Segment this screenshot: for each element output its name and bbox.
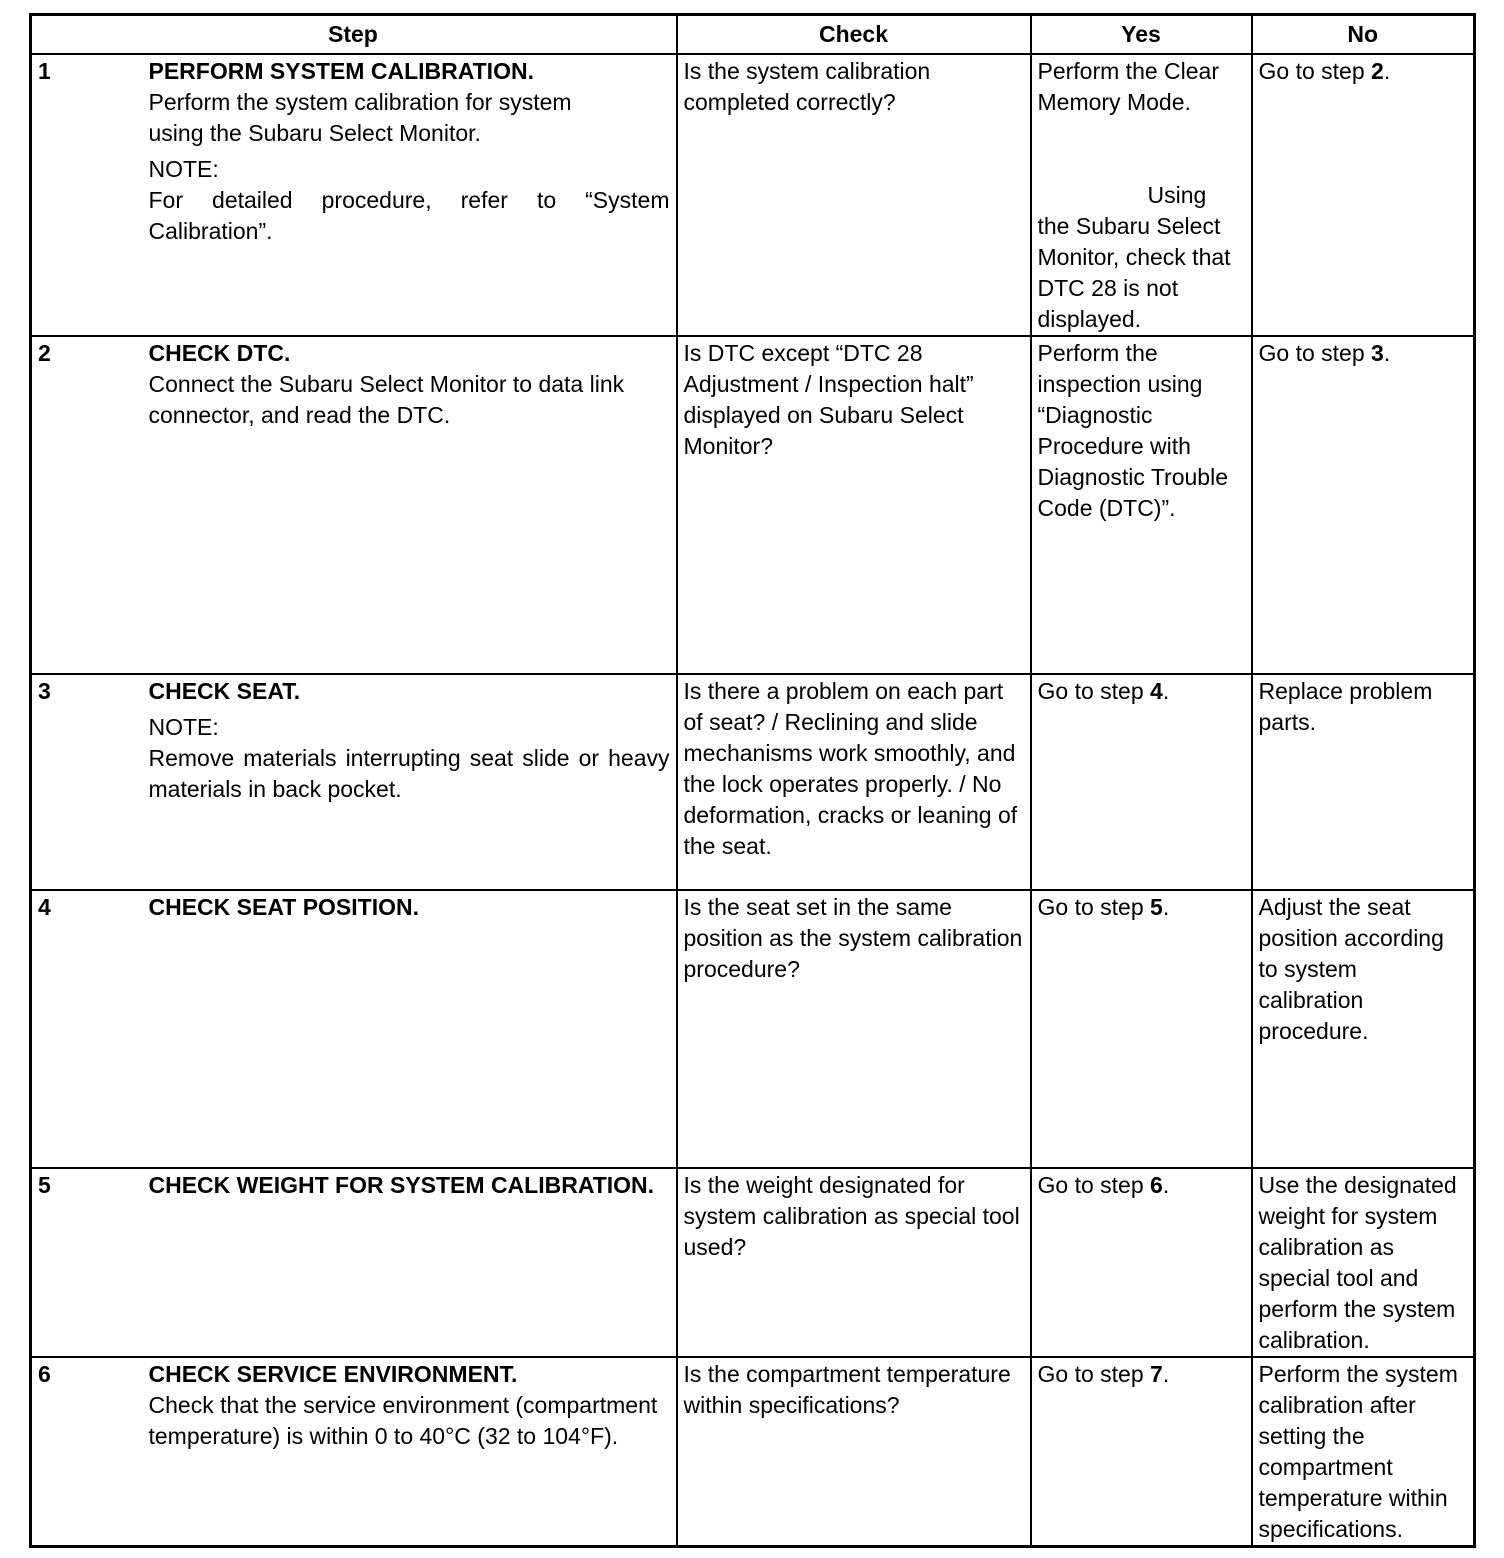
note-label: NOTE: (148, 714, 219, 740)
no-text: . (1383, 58, 1391, 84)
yes-cell (1031, 54, 1252, 336)
step-link: 5 (1150, 894, 1163, 920)
no-text: . (1383, 340, 1391, 366)
step-number: 3 (31, 674, 149, 890)
note-text: Remove materials interrupting seat slide or heavy materials in back pocket. (148, 745, 670, 802)
step-title: CHECK SERVICE ENVIRONMENT. (148, 1361, 518, 1387)
table-row (31, 674, 1475, 890)
step-cell (149, 674, 677, 890)
step-cell (149, 1357, 677, 1547)
no-cell: Adjust the seat position according to system calibration procedure. (1252, 890, 1475, 1168)
check-cell: Is the compartment temperature within specifications? (677, 1357, 1031, 1547)
no-text: Go to step (1258, 58, 1372, 84)
step-number: 2 (31, 336, 149, 674)
step-title: PERFORM SYSTEM CALIBRATION. (148, 58, 534, 84)
step-body-line: using the Subaru Select Monitor. (148, 120, 481, 146)
yes-text: Using (1147, 182, 1207, 208)
yes-text: Go to step (1037, 678, 1151, 704)
step-number: 5 (31, 1168, 149, 1357)
no-cell (1252, 336, 1475, 674)
step-cell (149, 336, 677, 674)
header-yes: Yes (1031, 15, 1252, 55)
check-cell: Is the weight designated for system calibration as special tool used? (677, 1168, 1031, 1357)
no-cell (1252, 54, 1475, 336)
note-label: NOTE: (148, 156, 219, 182)
yes-text: Go to step (1037, 894, 1151, 920)
step-number: 4 (31, 890, 149, 1168)
table-row (31, 1357, 1475, 1547)
yes-cell (1031, 674, 1252, 890)
step-link: 6 (1150, 1172, 1163, 1198)
step-cell (149, 54, 677, 336)
yes-text: Go to step (1037, 1172, 1151, 1198)
step-body-line: connector, and read the DTC. (148, 402, 451, 428)
step-title: CHECK SEAT. (148, 678, 301, 704)
yes-text: . (1162, 1361, 1170, 1387)
diagnostic-table (29, 13, 1476, 1548)
step-number: 1 (31, 54, 149, 336)
table-row (31, 54, 1475, 336)
header-step: Step (31, 15, 677, 55)
yes-cell (1031, 1357, 1252, 1547)
note-text: For detailed procedure, refer to “System Calibration”. (148, 187, 670, 244)
yes-text: the Subaru Select Monitor, check that DTC 28 is not displayed. (1037, 213, 1231, 332)
no-cell: Use the designated weight for system calibration as special tool and perform the system calibration. (1252, 1168, 1475, 1357)
yes-text: . (1162, 678, 1170, 704)
step-link: 2 (1371, 58, 1384, 84)
yes-cell: Perform the inspection using “Diagnostic Procedure with Diagnostic Trouble Code (DTC)”. (1031, 336, 1252, 674)
no-cell: Replace problem parts. (1252, 674, 1475, 890)
step-cell (149, 890, 677, 1168)
table-row (31, 336, 1475, 674)
yes-text: Go to step (1037, 1361, 1151, 1387)
step-body-line: Perform the system calibration for system (148, 89, 572, 115)
yes-text: Perform the Clear Memory Mode. (1037, 58, 1220, 115)
header-row (31, 15, 1475, 55)
step-title: CHECK WEIGHT FOR SYSTEM CALIBRATION. (148, 1172, 655, 1198)
step-body-line: Connect the Subaru Select Monitor to data link (148, 371, 625, 397)
table-row (31, 1168, 1475, 1357)
check-cell: Is the system calibration completed correctly? (677, 54, 1031, 336)
yes-text: . (1162, 894, 1170, 920)
step-title: CHECK SEAT POSITION. (148, 894, 419, 920)
step-link: 4 (1150, 678, 1163, 704)
check-cell: Is DTC except “DTC 28 Adjustment / Inspection halt” displayed on Subaru Select Monitor? (677, 336, 1031, 674)
step-body-line: Check that the service environment (compartment temperature) is within 0 to 40°C (32 to 104°F). (148, 1392, 658, 1449)
step-number: 6 (31, 1357, 149, 1547)
header-check: Check (677, 15, 1031, 55)
no-text: Go to step (1258, 340, 1372, 366)
step-link: 3 (1371, 340, 1384, 366)
yes-text: . (1162, 1172, 1170, 1198)
header-no: No (1252, 15, 1475, 55)
check-cell: Is there a problem on each part of seat? / Reclining and slide mechanisms work smoothly, and the lock operates properly. / No deformation, cracks or leaning of the seat. (677, 674, 1031, 890)
yes-cell (1031, 1168, 1252, 1357)
step-cell (149, 1168, 677, 1357)
check-cell: Is the seat set in the same position as the system calibration procedure? (677, 890, 1031, 1168)
step-title: CHECK DTC. (148, 340, 291, 366)
no-cell: Perform the system calibration after setting the compartment temperature within specifications. (1252, 1357, 1475, 1547)
yes-cell (1031, 890, 1252, 1168)
table-row (31, 890, 1475, 1168)
yes-gap (1038, 118, 1245, 180)
step-link: 7 (1150, 1361, 1163, 1387)
